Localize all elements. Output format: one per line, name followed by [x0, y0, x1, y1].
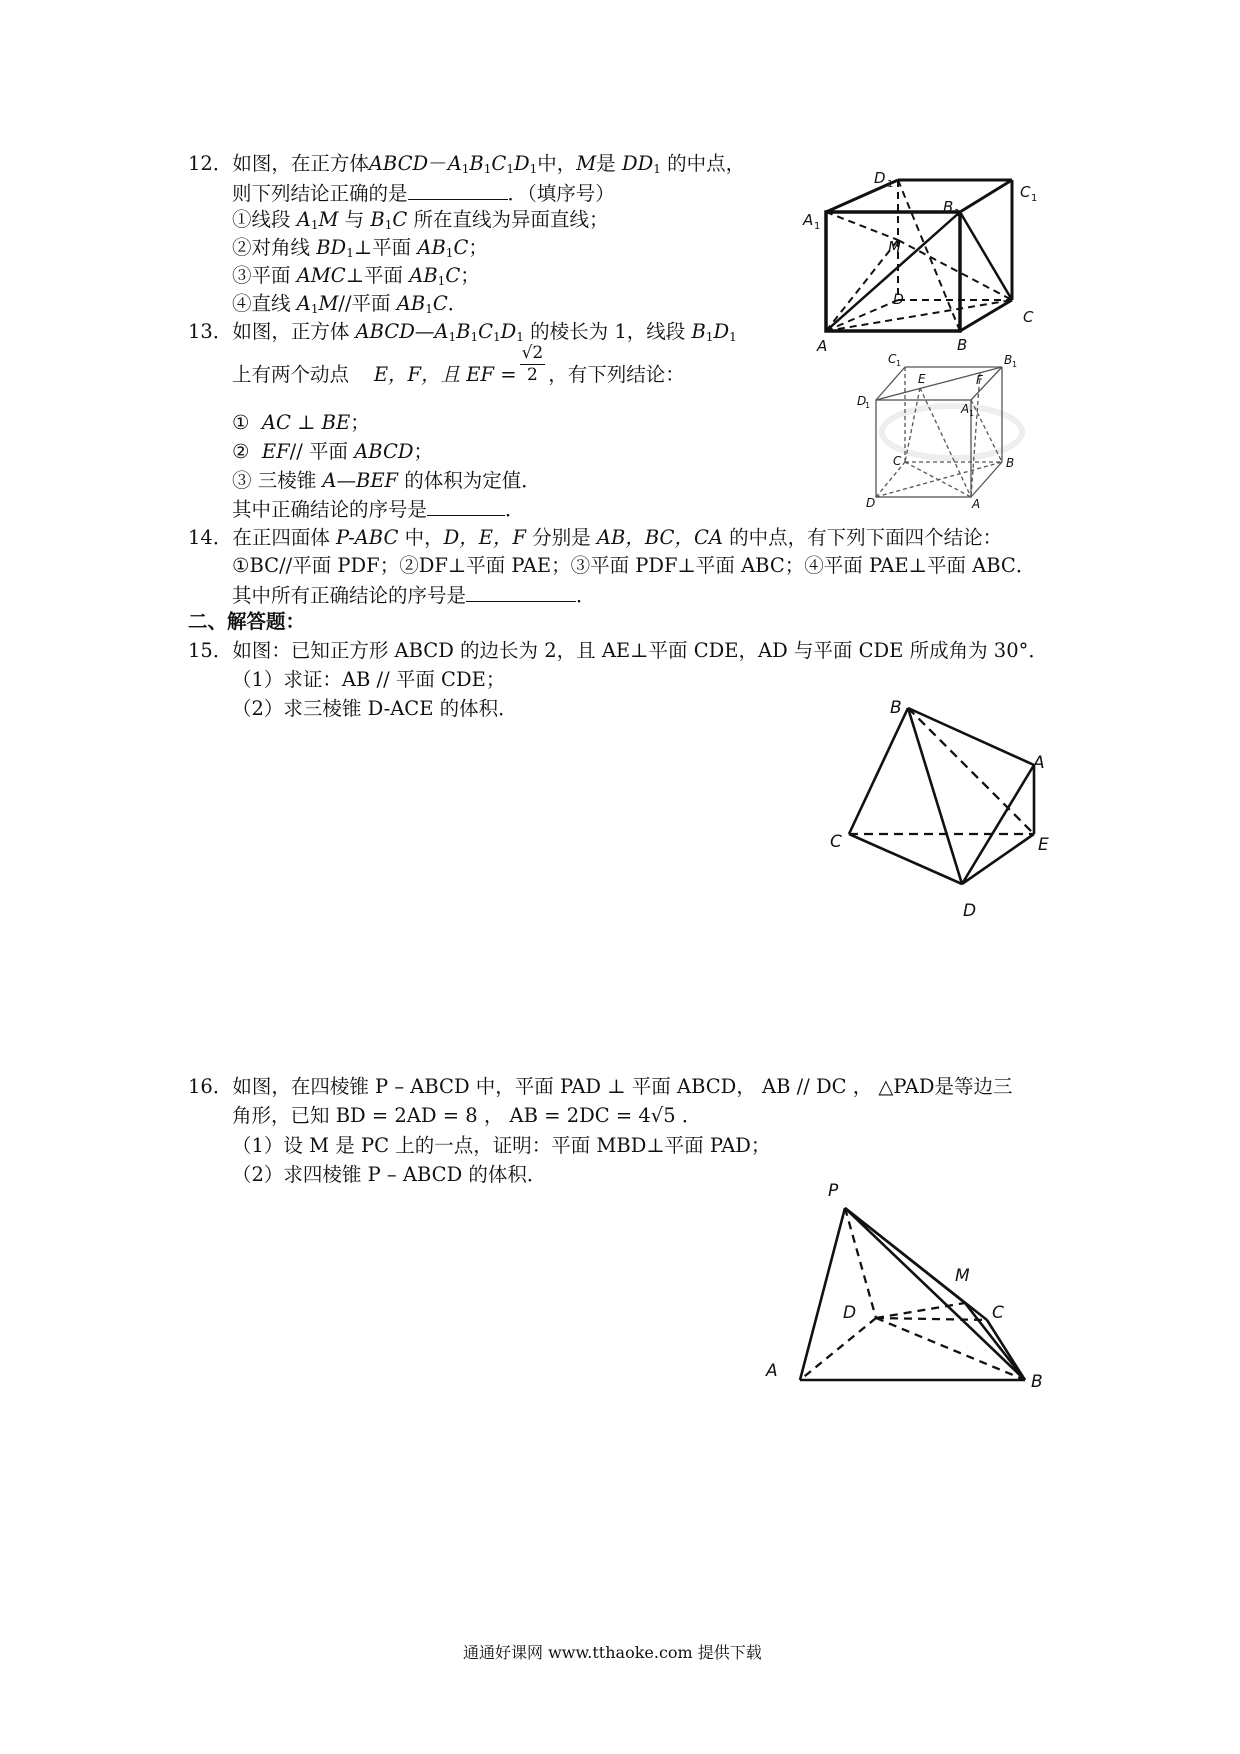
svg-text:A: A [972, 497, 981, 511]
label-B: B [1031, 1372, 1043, 1392]
label-C: C [992, 1303, 1004, 1323]
q15-figure [820, 690, 1060, 920]
label-B1: B [943, 198, 954, 216]
answer-blank [427, 495, 505, 516]
svg-text:E: E [918, 372, 926, 386]
label-D: D [963, 901, 977, 921]
svg-text:B: B [1006, 456, 1015, 470]
label-A: A [817, 337, 828, 355]
q12-line2: 则下列结论正确的是 ．（填序号） [232, 179, 615, 207]
svg-text:1: 1 [969, 409, 975, 418]
section-heading: 二、解答题： [188, 610, 306, 633]
q13-cube-figure [855, 352, 1060, 512]
q15-line1: 15．如图：已知正方形 ABCD 的边长为 2，且 AE⊥平面 CDE，AD 与平面 CDE 所成角为 30°． [188, 639, 1048, 662]
svg-text:C: C [893, 454, 902, 468]
label-A: A [766, 1361, 778, 1381]
label-M: M [955, 1266, 970, 1286]
q13-opt1: ① AC ⊥ BE； [232, 411, 370, 434]
q15-line2: （1）求证：AB // 平面 CDE； [232, 668, 506, 691]
label-D1: D [874, 169, 886, 187]
svg-text:C: C [888, 352, 897, 366]
svg-text:D: D [866, 496, 876, 510]
q13-opt2: ② EF// 平面 ABCD； [232, 440, 434, 463]
svg-text:A: A [961, 402, 970, 416]
label-D: D [843, 1303, 857, 1323]
label-A1: A [803, 211, 814, 229]
q14-line2: ①BC//平面 PDF；②DF⊥平面 PAE；③平面 PDF⊥平面 ABC；④平面 PAE⊥平面 ABC． [232, 554, 1036, 577]
q16-line3: （1）设 M 是 PC 上的一点，证明：平面 MBD⊥平面 PAD； [232, 1134, 771, 1157]
q12-opt2: ②对角线 $BD_1\perp$平面 $AB_1C$； [232, 236, 488, 260]
q15-line3: （2）求三棱锥 D-ACE 的体积． [232, 697, 518, 720]
label-D: D [893, 292, 904, 308]
svg-text:1: 1 [865, 401, 871, 410]
q12-opt1: ①线段 $A_1M$ 与 $B_1C$ 所在直线为异面直线； [232, 208, 609, 232]
q12-cube-figure [800, 165, 1060, 355]
svg-text:1: 1 [1031, 193, 1038, 204]
q16-line2: 角形，已知 BD = 2AD = 8 ， AB = 2DC = 4√5 ． [232, 1104, 702, 1127]
answer-blank [466, 581, 576, 602]
q12-opt4: ④直线 $A_1M//$平面 $AB_1C$． [232, 292, 468, 316]
svg-text:1: 1 [1012, 360, 1018, 369]
svg-text:1: 1 [814, 221, 821, 232]
q16-line4: （2）求四棱锥 P – ABCD 的体积． [232, 1163, 547, 1186]
label-B: B [890, 698, 902, 718]
q16-line1: 16．如图，在四棱锥 P – ABCD 中，平面 PAD ⊥ 平面 ABCD， AB // DC ， △PAD是等边三 [188, 1075, 1013, 1098]
svg-text:D: D [857, 394, 867, 408]
label-C1: C [1020, 183, 1031, 201]
label-A: A [1033, 753, 1045, 773]
label-C: C [1023, 308, 1034, 326]
q13-line2: 上有两个动点 E，F，且 EF = $\frac{√2}{2}$ ，有下列结论： [232, 343, 685, 386]
svg-text:B: B [1004, 353, 1013, 367]
label-E: E [1038, 835, 1049, 855]
q12-line1: 12．如图，在正方体$ABCD-A_1B_1C_1D_1$中，M是 $DD_1$ 的中点， [188, 152, 746, 176]
label-C: C [830, 832, 842, 852]
q13-opt3: ③ 三棱锥 A—BEF 的体积为定值． [232, 469, 541, 492]
fraction-sqrt2-over-2: $\frac{√2}{2}$ [521, 343, 544, 385]
q16-figure [755, 1170, 1055, 1390]
q14-line3: 其中所有正确结论的序号是 ． [232, 581, 596, 609]
svg-text:1: 1 [954, 208, 961, 219]
q13-line1: 13．如图，正方体 $ABCD—A_1B_1C_1D_1$ 的棱长为 1，线段 $B_1D_1$ [188, 320, 737, 344]
footer-credit: 通通好课网 www.tthaoke.com 提供下载 [463, 1643, 762, 1662]
answer-blank [408, 179, 508, 200]
svg-text:1: 1 [896, 359, 902, 368]
svg-text:F: F [976, 373, 983, 387]
q12-opt3: ③平面 AMC⊥平面 $AB_1C$； [232, 264, 480, 288]
svg-text:1: 1 [887, 179, 894, 190]
q13-answer-line: 其中正确结论的序号是 ． [232, 495, 525, 523]
label-M: M [888, 238, 901, 256]
label-B: B [957, 336, 968, 354]
label-P: P [828, 1181, 839, 1201]
q14-line1: 14．在正四面体 P-ABC 中，D，E，F 分别是 AB，BC，CA 的中点，有下列下面四个结论： [188, 526, 1003, 549]
